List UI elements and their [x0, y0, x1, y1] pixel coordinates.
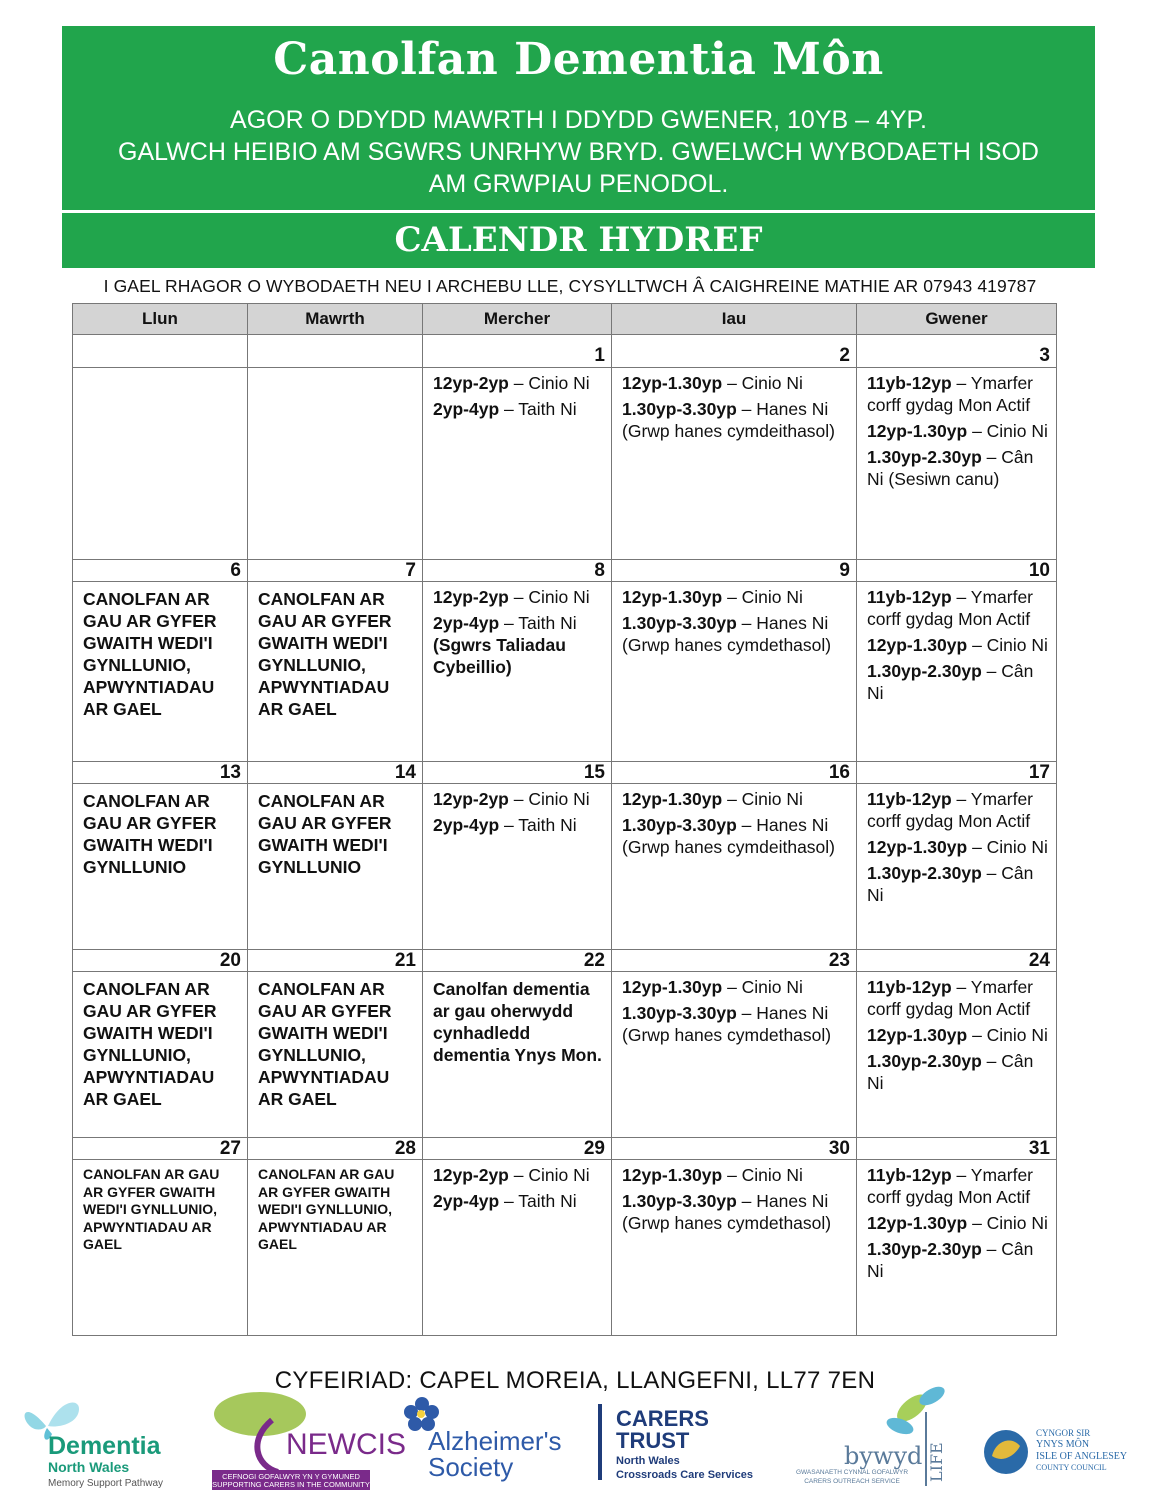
event: 1.30yp-3.30yp – Hanes Ni (Grwp hanes cymdethasol) — [622, 1191, 832, 1233]
day-cell-events — [612, 1160, 857, 1336]
event: 12yp-2yp – Cinio Ni — [433, 373, 590, 393]
event: 12yp-2yp – Cinio Ni — [433, 587, 590, 607]
svg-text:LIFE: LIFE — [927, 1442, 946, 1482]
event: 1.30yp-2.30yp – Cân Ni — [867, 1051, 1034, 1093]
svg-text:bywyd: bywyd — [844, 1442, 923, 1470]
day-cell-empty — [248, 368, 423, 560]
week-row — [73, 784, 1057, 950]
day-cell-empty — [73, 368, 248, 560]
calendar-table — [72, 303, 1057, 1336]
groups-text: AM GRWPIAU PENODOL. — [428, 170, 729, 198]
closed-notice: CANOLFAN AR GAU AR GYFER GWAITH WEDI'I GYNLLUNIO — [248, 784, 423, 950]
event: 2yp-4yp – Taith Ni — [433, 399, 577, 419]
event: 12yp-1.30yp – Cinio Ni — [867, 1025, 1048, 1045]
closed-notice: CANOLFAN AR GAU AR GYFER GWAITH WEDI'I GYNLLUNIO, APWYNTIADAU AR GAEL — [73, 582, 248, 762]
date-row — [73, 762, 1057, 784]
event: 1.30yp-3.30yp – Hanes Ni (Grwp hanes cymdethasol) — [622, 1003, 832, 1045]
svg-text:North Wales: North Wales — [48, 1459, 130, 1475]
date-row — [73, 1138, 1057, 1160]
event: 1.30yp-2.30yp – Cân Ni — [867, 1239, 1034, 1281]
day-header: Llun — [73, 304, 248, 335]
contact-info: I GAEL RHAGOR O WYBODAETH NEU I ARCHEBU LLE, CYSYLLTWCH Â CAIGHREINE MATHIE AR 07943 419787 — [103, 276, 1037, 296]
date-number: 2 — [612, 335, 857, 368]
day-cell-events — [857, 582, 1057, 762]
date-row — [73, 560, 1057, 582]
event: 12yp-1.30yp – Cinio Ni — [622, 789, 803, 809]
event: 1.30yp-3.30yp – Hanes Ni (Grwp hanes cymdethasol) — [622, 613, 832, 655]
event: 12yp-2yp – Cinio Ni — [433, 1165, 590, 1185]
svg-text:TRUST: TRUST — [616, 1428, 690, 1453]
drop-in-text: GALWCH HEIBIO AM SGWRS UNRHYW BRYD. GWELWCH WYBODAETH ISOD — [118, 138, 1039, 166]
closed-notice: CANOLFAN AR GAU AR GYFER GWAITH WEDI'I GYNLLUNIO, APWYNTIADAU AR GAEL — [73, 1160, 248, 1336]
day-header: Mawrth — [248, 304, 423, 335]
week-row — [73, 368, 1057, 560]
opening-hours-text: AGOR O DDYDD MAWRTH I DDYDD GWENER, 10YB – 4YP. — [230, 106, 927, 134]
day-header: Iau — [612, 304, 857, 335]
alzheimers-society-logo — [400, 1392, 570, 1482]
date-number: 27 — [73, 1138, 248, 1160]
leaf-icon — [884, 1383, 947, 1437]
date-number — [248, 335, 423, 368]
svg-text:COUNTY COUNCIL: COUNTY COUNCIL — [1036, 1463, 1107, 1472]
svg-text:CYNGOR SIR: CYNGOR SIR — [1036, 1428, 1091, 1438]
date-number: 13 — [73, 762, 248, 784]
day-cell-events — [423, 368, 612, 560]
carers-trust-logo — [598, 1404, 768, 1484]
svg-text:Alzheimer's: Alzheimer's — [428, 1426, 562, 1456]
day-header: Mercher — [423, 304, 612, 335]
week-row — [73, 1160, 1057, 1336]
date-number: 9 — [612, 560, 857, 582]
calendar-title: CALENDR HYDREF — [394, 220, 763, 260]
day-cell-events — [612, 368, 857, 560]
day-cell-events — [423, 784, 612, 950]
event: 12yp-1.30yp – Cinio Ni — [867, 635, 1048, 655]
event: 12yp-1.30yp – Cinio Ni — [867, 837, 1048, 857]
svg-text:CARERS: CARERS — [616, 1406, 709, 1431]
date-number: 24 — [857, 950, 1057, 972]
date-number: 6 — [73, 560, 248, 582]
event: 12yp-1.30yp – Cinio Ni — [622, 373, 803, 393]
dementia-north-wales-logo — [18, 1392, 188, 1492]
day-cell-events — [612, 582, 857, 762]
day-cell-events — [857, 1160, 1057, 1336]
event: 12yp-1.30yp – Cinio Ni — [622, 1165, 803, 1185]
closed-notice: CANOLFAN AR GAU AR GYFER GWAITH WEDI'I GYNLLUNIO, APWYNTIADAU AR GAEL — [73, 972, 248, 1138]
date-number: 8 — [423, 560, 612, 582]
svg-text:CARERS OUTREACH SERVICE: CARERS OUTREACH SERVICE — [804, 1478, 900, 1485]
event: 12yp-1.30yp – Cinio Ni — [867, 421, 1048, 441]
date-number: 16 — [612, 762, 857, 784]
event: 12yp-1.30yp – Cinio Ni — [867, 1213, 1048, 1233]
page-title: Canolfan Dementia Môn — [273, 34, 884, 85]
event: 1.30yp-2.30yp – Cân Ni (Sesiwn canu) — [867, 447, 1034, 489]
svg-text:CEFNOGI GOFALWYR YN Y GYMUNED: CEFNOGI GOFALWYR YN Y GYMUNED — [222, 1472, 360, 1481]
date-number: 10 — [857, 560, 1057, 582]
svg-text:YNYS MÔN: YNYS MÔN — [1036, 1439, 1090, 1450]
event: 11yb-12yp – Ymarfer corff gydag Mon Actif — [867, 977, 1034, 1019]
svg-text:GWASANAETH CYNNAL GOFALWYR: GWASANAETH CYNNAL GOFALWYR — [795, 1469, 909, 1476]
date-number: 20 — [73, 950, 248, 972]
svg-text:Memory Support Pathway: Memory Support Pathway — [48, 1478, 164, 1489]
day-cell-events — [423, 1160, 612, 1336]
date-number: 31 — [857, 1138, 1057, 1160]
date-number: 15 — [423, 762, 612, 784]
event: 1.30yp-3.30yp – Hanes Ni (Grwp hanes cymdeithasol) — [622, 815, 835, 857]
event: 2yp-4yp – Taith Ni — [433, 815, 577, 835]
calendar-title-banner — [62, 213, 1095, 268]
day-cell-events — [857, 368, 1057, 560]
event: 12yp-2yp – Cinio Ni — [433, 789, 590, 809]
event: 11yb-12yp – Ymarfer corff gydag Mon Actif — [867, 373, 1034, 415]
day-cell-events — [857, 784, 1057, 950]
closed-notice: CANOLFAN AR GAU AR GYFER GWAITH WEDI'I GYNLLUNIO, APWYNTIADAU AR GAEL — [248, 1160, 423, 1336]
day-cell-events — [612, 784, 857, 950]
day-cell-events — [423, 582, 612, 762]
date-number: 21 — [248, 950, 423, 972]
date-number: 22 — [423, 950, 612, 972]
day-cell-events — [857, 972, 1057, 1138]
svg-text:Society: Society — [428, 1452, 514, 1482]
island-emblem-icon — [984, 1430, 1028, 1474]
date-number: 28 — [248, 1138, 423, 1160]
event: 2yp-4yp – Taith Ni — [433, 613, 577, 633]
event: 11yb-12yp – Ymarfer corff gydag Mon Actif — [867, 789, 1034, 831]
anglesey-council-logo — [982, 1422, 1132, 1482]
svg-text:NEWCIS: NEWCIS — [286, 1428, 406, 1461]
event: 11yb-12yp – Ymarfer corff gydag Mon Actif — [867, 1165, 1034, 1207]
day-header-row — [73, 304, 1057, 335]
date-number: 14 — [248, 762, 423, 784]
date-number — [73, 335, 248, 368]
closed-notice: CANOLFAN AR GAU AR GYFER GWAITH WEDI'I GYNLLUNIO — [73, 784, 248, 950]
date-row — [73, 335, 1057, 368]
date-number: 23 — [612, 950, 857, 972]
day-header: Gwener — [857, 304, 1057, 335]
event: 1.30yp-2.30yp – Cân Ni — [867, 661, 1034, 703]
header-banner — [62, 26, 1095, 210]
date-number: 30 — [612, 1138, 857, 1160]
event: 2yp-4yp – Taith Ni — [433, 1191, 577, 1211]
event: 11yb-12yp – Ymarfer corff gydag Mon Actif — [867, 587, 1034, 629]
event: 12yp-1.30yp – Cinio Ni — [622, 977, 803, 997]
svg-text:SUPPORTING CARERS IN THE COMMU: SUPPORTING CARERS IN THE COMMUNITY — [212, 1480, 370, 1489]
closed-notice: CANOLFAN AR GAU AR GYFER GWAITH WEDI'I GYNLLUNIO, APWYNTIADAU AR GAEL — [248, 582, 423, 762]
svg-text:Dementia: Dementia — [48, 1432, 161, 1460]
date-number: 7 — [248, 560, 423, 582]
bywyd-life-logo — [782, 1382, 957, 1490]
date-number: 3 — [857, 335, 1057, 368]
date-number: 29 — [423, 1138, 612, 1160]
week-row — [73, 972, 1057, 1138]
svg-text:ISLE OF ANGLESEY: ISLE OF ANGLESEY — [1036, 1451, 1128, 1462]
address-text: CYFEIRIAD: CAPEL MOREIA, LLANGEFNI, LL77 7EN — [274, 1367, 876, 1394]
date-number: 1 — [423, 335, 612, 368]
closed-notice-conference: Canolfan dementia ar gau oherwydd cynhadledd dementia Ynys Mon. — [423, 972, 612, 1138]
newcis-logo — [208, 1380, 406, 1492]
event: 12yp-1.30yp – Cinio Ni — [622, 587, 803, 607]
event: 1.30yp-2.30yp – Cân Ni — [867, 863, 1034, 905]
day-cell-events — [612, 972, 857, 1138]
date-row — [73, 950, 1057, 972]
svg-text:North Wales: North Wales — [616, 1455, 680, 1467]
svg-text:Crossroads Care Services: Crossroads Care Services — [616, 1469, 753, 1481]
closed-notice: CANOLFAN AR GAU AR GYFER GWAITH WEDI'I GYNLLUNIO, APWYNTIADAU AR GAEL — [248, 972, 423, 1138]
date-number: 17 — [857, 762, 1057, 784]
event-note: (Sgwrs Taliadau Cybeillio) — [433, 635, 566, 677]
event: 1.30yp-3.30yp – Hanes Ni (Grwp hanes cymdeithasol) — [622, 399, 835, 441]
week-row — [73, 582, 1057, 762]
